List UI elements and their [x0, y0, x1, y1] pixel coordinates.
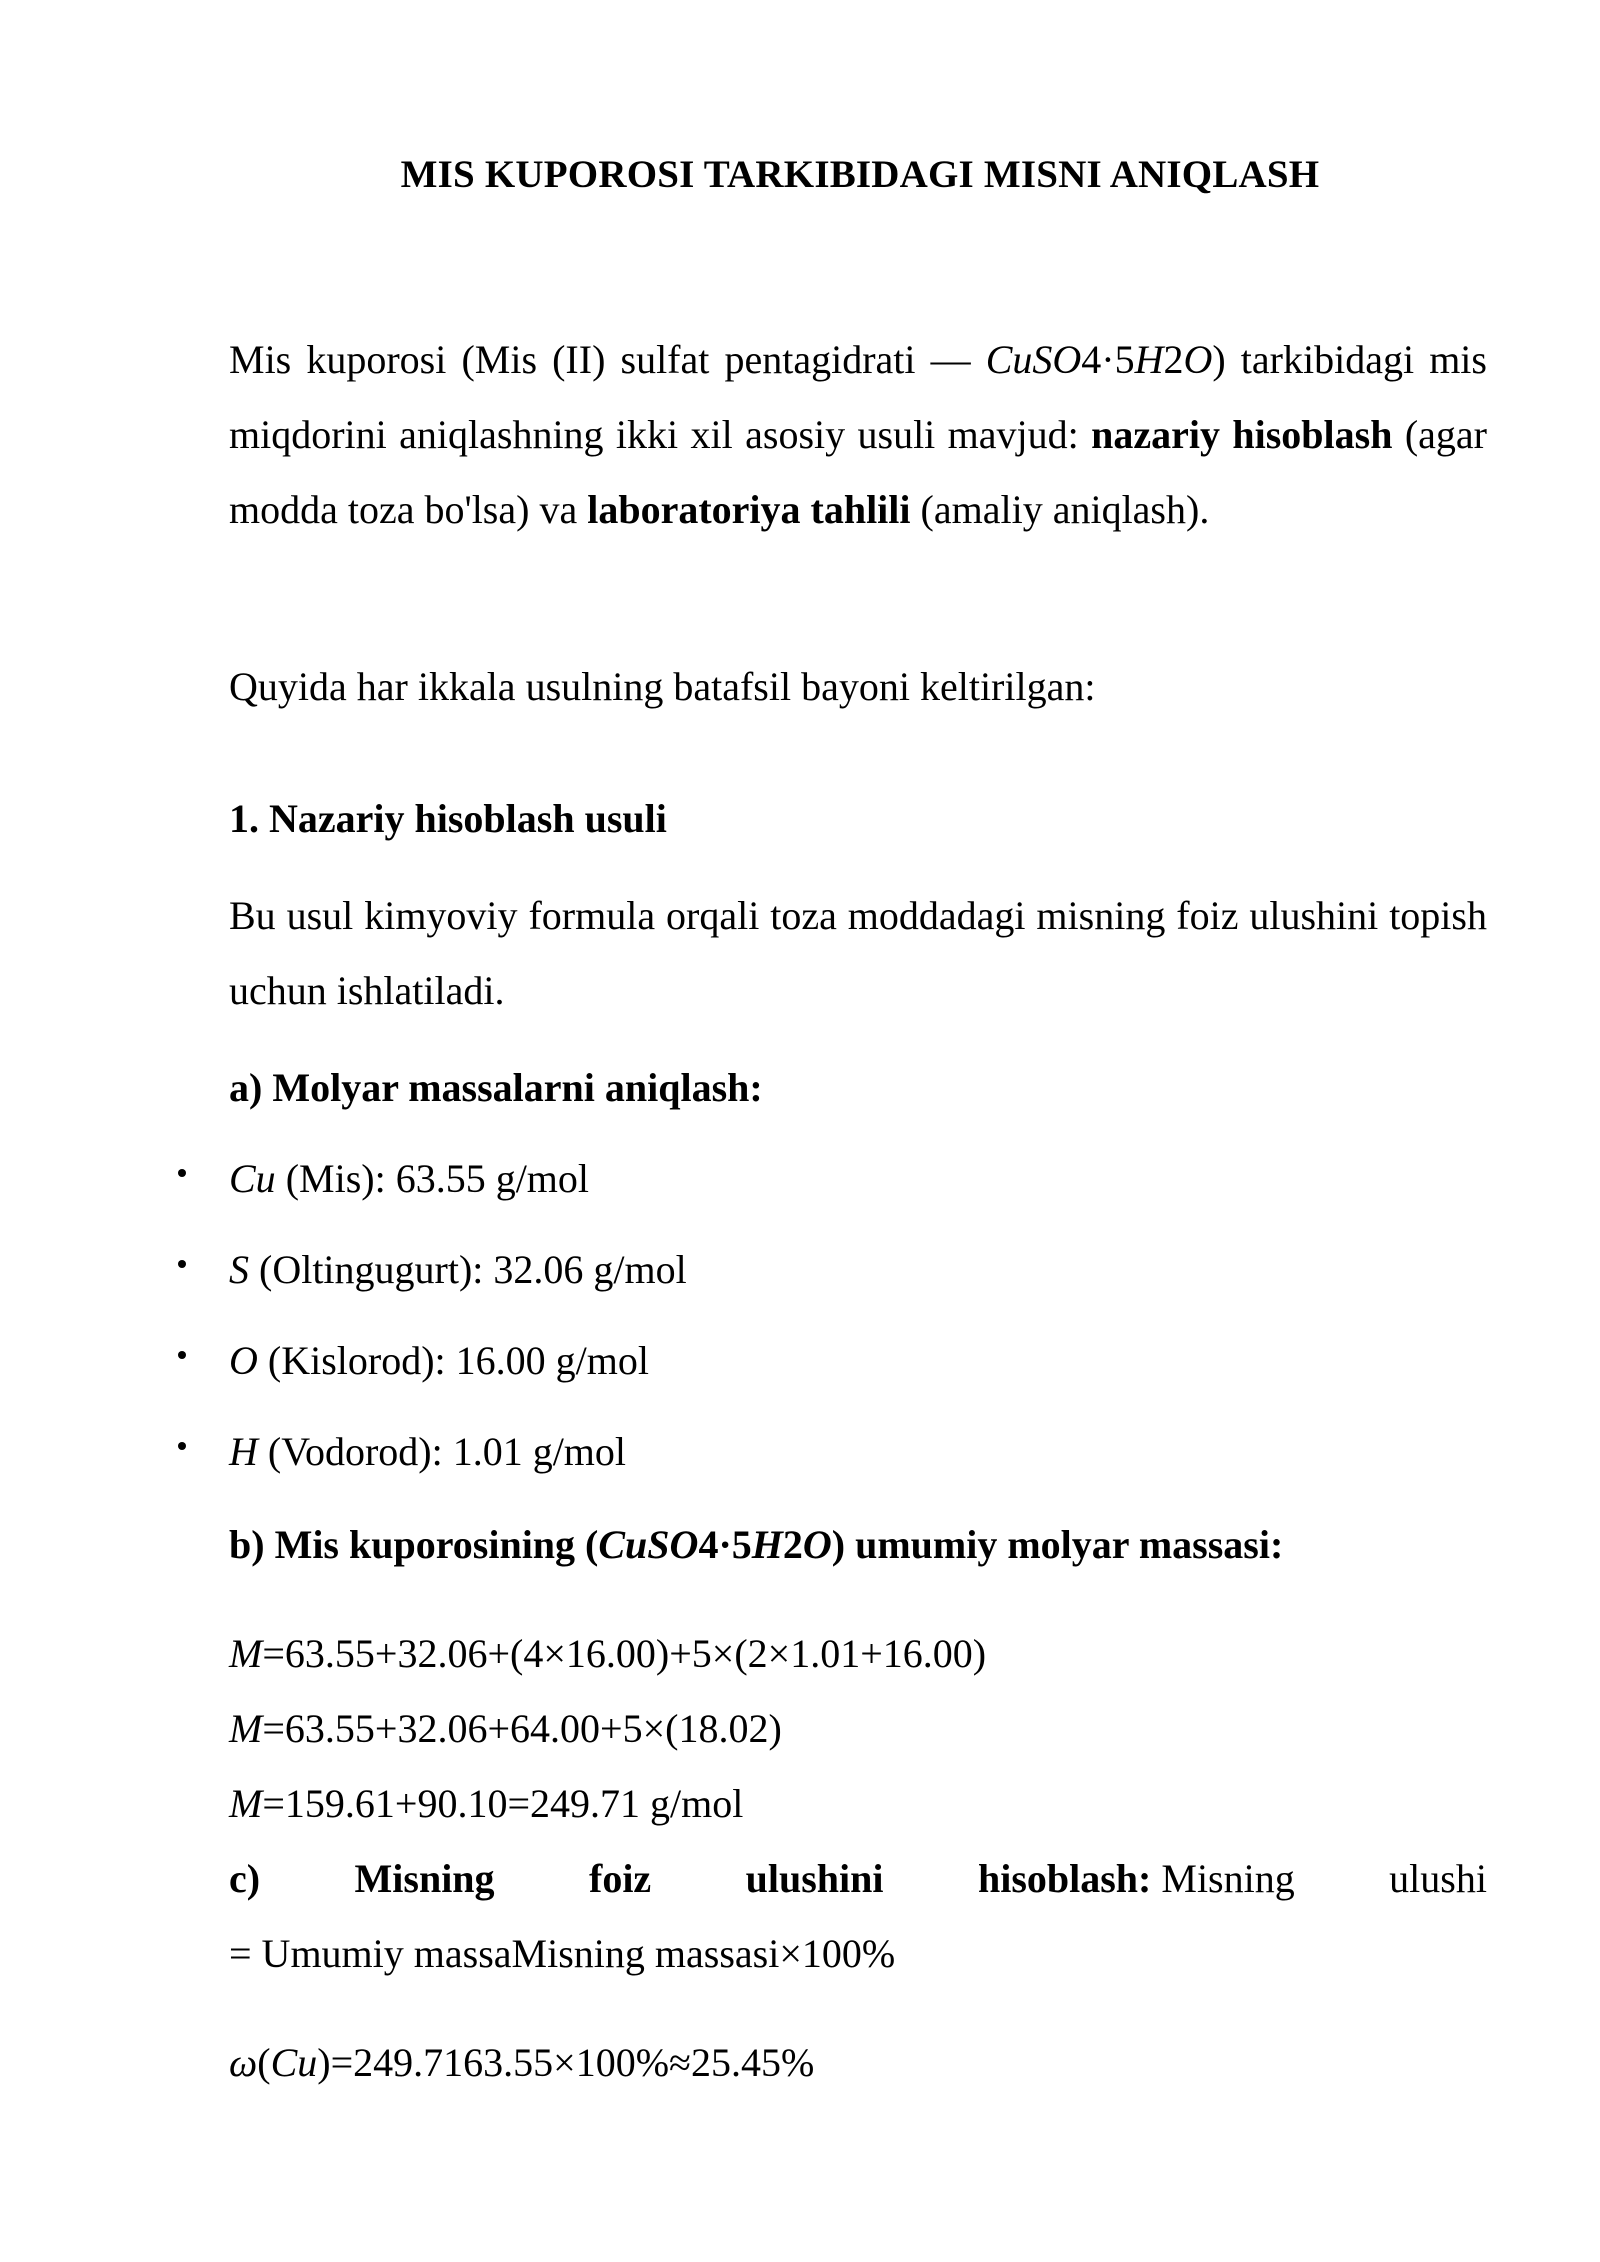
formula-n2: 2	[782, 1522, 803, 1567]
bullet-icon	[178, 1260, 186, 1268]
equation-text: =63.55+32.06+64.00+5×(18.02)	[262, 1706, 782, 1751]
intro-2-paragraph: Quyida har ikkala usulning batafsil bayoni keltirilgan:	[229, 664, 1096, 709]
mass-symbol: M	[229, 1781, 263, 1826]
formula-n4: 4·5	[698, 1522, 752, 1567]
section-1-heading: 1. Nazariy hisoblash usuli	[229, 796, 667, 841]
sub-b-heading	[229, 1521, 1487, 1568]
sub-c-word: foiz	[589, 1856, 652, 1901]
intro-paragraph	[229, 322, 1487, 547]
element-symbol: H	[229, 1429, 258, 1474]
formula-cuso: CuSO	[985, 337, 1082, 382]
intro-bold-2: laboratoriya tahlili	[587, 487, 911, 532]
sub-c-word: Misning	[354, 1856, 495, 1901]
sub-b-heading-2: ) umumiy molyar massasi:	[831, 1522, 1284, 1567]
sub-c-line-2: = Umumiy massaMisning massasi×100%	[229, 1931, 896, 1976]
element-symbol: O	[229, 1338, 258, 1383]
equation-line-3	[229, 1780, 1487, 1827]
sub-c-word: c)	[229, 1856, 261, 1901]
open-paren: (	[257, 2040, 271, 2085]
sub-b-heading-1: b) Mis kuporosining (	[229, 1522, 599, 1567]
intro-text-1: Mis kuporosi (Mis (II) sulfat pentagidrati —	[229, 337, 986, 382]
formula-cuso: CuSO	[598, 1522, 699, 1567]
equation-line-1	[229, 1630, 1487, 1677]
intro-bold-1: nazariy hisoblash	[1091, 412, 1393, 457]
omega-symbol: ω	[229, 2040, 258, 2085]
equation-text: =63.55+32.06+(4×16.00)+5×(2×1.01+16.00)	[262, 1631, 987, 1676]
formula-h: H	[751, 1522, 783, 1567]
formula-n2: 2	[1163, 337, 1184, 382]
element-symbol: Cu	[229, 1156, 276, 1201]
element-symbol: S	[229, 1247, 249, 1292]
element-mass: (Kislorod): 16.00 g/mol	[257, 1338, 649, 1383]
cu-symbol: Cu	[270, 2040, 318, 2085]
result-text: )=249.7163.55×100%≈25.45%	[317, 2040, 815, 2085]
intro-text-3: (agar modda toza bo'lsa) va	[229, 412, 1488, 532]
formula-h: H	[1134, 337, 1164, 382]
equation-text: =159.61+90.10=249.71 g/mol	[262, 1781, 744, 1826]
equation-line-2	[229, 1705, 1487, 1752]
formula-n4: 4·5	[1081, 337, 1135, 382]
element-mass: (Mis): 63.55 g/mol	[275, 1156, 590, 1201]
formula-o: O	[802, 1522, 832, 1567]
formula-o: O	[1183, 337, 1213, 382]
intro-text-4: (amaliy aniqlash).	[910, 487, 1210, 532]
sub-c-word: ulushini	[745, 1856, 884, 1901]
sub-c-word: hisoblash:	[977, 1856, 1152, 1901]
bullet-icon	[178, 1351, 186, 1359]
section-1-paragraph: Bu usul kimyoviy formula orqali toza moddadagi misning foiz ulushini topish uchun ishlatiladi.	[229, 893, 1487, 1013]
sub-c-text: Misning	[1161, 1856, 1295, 1901]
bullet-icon	[178, 1169, 186, 1177]
sub-c-line-1	[229, 1855, 1487, 1902]
mass-symbol: M	[229, 1706, 263, 1751]
element-mass: (Vodorod): 1.01 g/mol	[257, 1429, 627, 1474]
result-line	[229, 2039, 1487, 2086]
element-mass: (Oltingugurt): 32.06 g/mol	[249, 1247, 687, 1292]
bullet-icon	[178, 1442, 186, 1450]
intro-text-2: ) tarkibidagi mis miqdorini aniqlashning ikki xil asosiy usuli mavjud:	[229, 337, 1487, 457]
sub-a-heading: a) Molyar massalarni aniqlash:	[229, 1065, 763, 1110]
document-title: MIS KUPOROSI TARKIBIDAGI MISNI ANIQLASH	[400, 153, 1320, 196]
sub-c-text: ulushi	[1389, 1856, 1487, 1901]
mass-symbol: M	[229, 1631, 263, 1676]
